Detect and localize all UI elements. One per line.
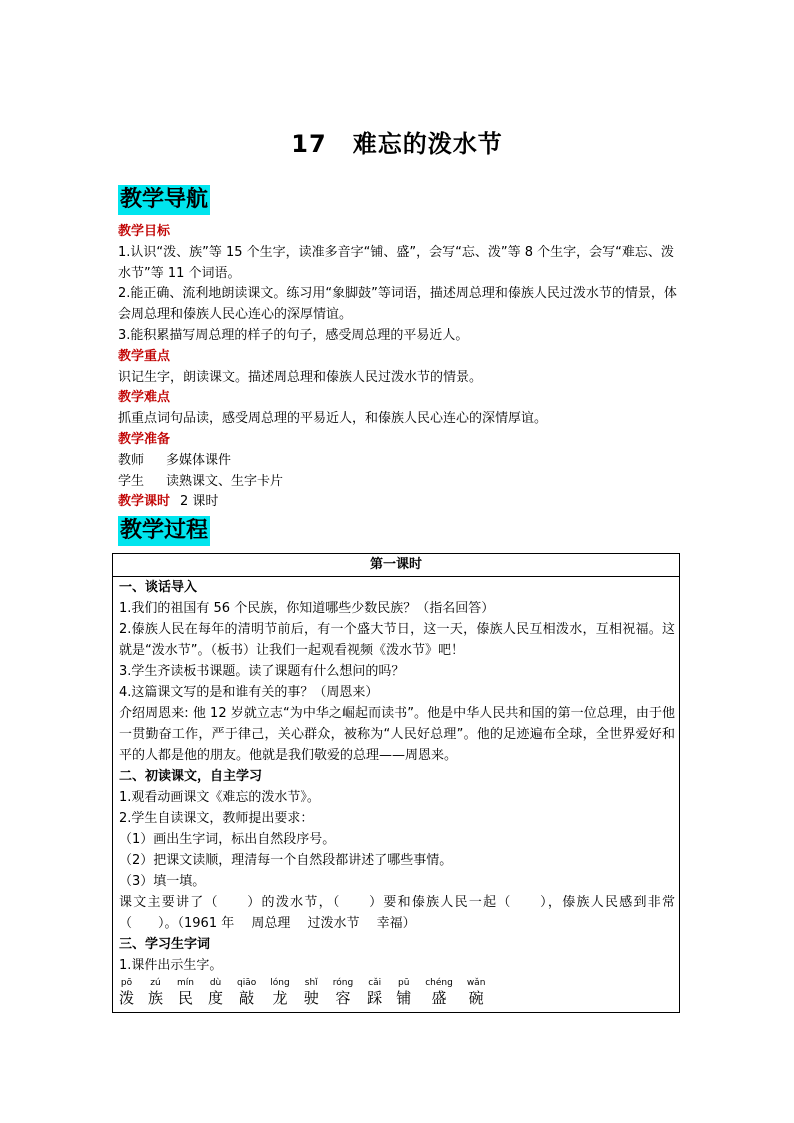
prep-student-value: 读熟课文、生字卡片 [166, 473, 284, 489]
pinyin: wǎn [466, 978, 486, 988]
character-list [119, 978, 675, 1007]
lesson-title: 难忘的泼水节 [352, 130, 503, 158]
section-banner-navigation: 教学导航 [118, 185, 210, 215]
character-card [148, 978, 163, 1007]
step-paragraph: （3）填一填。 [119, 874, 206, 889]
difficulty-heading: 教学难点 [118, 390, 171, 406]
character-card [333, 978, 353, 1007]
character-card [237, 978, 256, 1007]
character-card [119, 978, 134, 1007]
prep-student [118, 472, 678, 493]
hours-heading: 教学课时 [118, 494, 171, 510]
hanzi: 民 [178, 989, 194, 1007]
character-card [304, 978, 319, 1007]
hanzi: 容 [335, 989, 351, 1007]
hanzi: 盛 [431, 989, 447, 1007]
hanzi: 铺 [396, 989, 412, 1007]
step-paragraph: 介绍周恩来: 他 12 岁就立志“为中华之崛起而读书”。他是中华人民共和国的第一位总理，由于他一贯勤奋工作，严于律己，关心群众，被称为“人民好总理”。他的足迹遍布全球，全世界爱好和平的人都是他的朋友。他就是我们敬爱的总理——周恩来。 [119, 706, 675, 763]
prep-teacher-value: 多媒体课件 [166, 452, 232, 468]
pinyin: pū [397, 978, 410, 988]
character-card [177, 978, 194, 1007]
section-banner-process: 教学过程 [118, 516, 210, 546]
prep-teacher-key: 教师 [118, 452, 145, 468]
hanzi: 驶 [303, 989, 319, 1007]
step-heading: 三、学习生字词 [119, 937, 211, 952]
goals-heading: 教学目标 [118, 224, 171, 239]
prep-student-key: 学生 [118, 473, 145, 489]
lesson-caption: 第一课时 [113, 554, 679, 577]
lesson-content [113, 577, 679, 1007]
lesson-table [112, 553, 680, 1013]
pinyin: zú [150, 978, 161, 988]
step-paragraph: 3.学生齐读板书课题。读了课题有什么想问的吗？ [119, 664, 405, 679]
step-paragraph: 1.观看动画课文《难忘的泼水节》。 [119, 790, 320, 805]
character-card [425, 978, 453, 1007]
fill-in-blank: 课文主要讲了（ ）的泼水节，（ ）要和傣族人民一起（ ），傣族人民感到非常（ ）。（1961 年 周总理 过泼水节 幸福） [119, 895, 675, 931]
step-paragraph: 1.我们的祖国有 56 个民族，你知道哪些少数民族？（指名回答） [119, 601, 495, 616]
page-title [0, 124, 794, 159]
pinyin: dù [209, 978, 222, 988]
hanzi: 敲 [239, 989, 255, 1007]
difficulty-text: 抓重点词句品读，感受周总理的平易近人，和傣族人民心连心的深情厚谊。 [118, 411, 548, 427]
character-card [208, 978, 223, 1007]
step-heading: 一、谈话导入 [119, 580, 198, 595]
hanzi: 碗 [468, 989, 484, 1007]
step-heading: 二、初读课文，自主学习 [119, 769, 263, 784]
navigation-section [118, 222, 678, 513]
goal-item: 1.认识“泼、族”等 15 个生字，读准多音字“铺、盛”，会写“忘、泼”等 8 个生字，会写“难忘、泼水节”等 11 个词语。 [118, 244, 674, 281]
pinyin: cǎi [368, 978, 382, 988]
lesson-number: 17 [291, 130, 327, 158]
prep-heading: 教学准备 [118, 431, 171, 447]
goal-item: 2.能正确、流利地朗读课文。练习用“象脚鼓”等词语，描述周总理和傣族人民过泼水节的情景，体会周总理和傣族人民心连心的深厚情谊。 [118, 286, 677, 323]
hanzi: 族 [148, 989, 164, 1007]
pinyin: lóng [270, 978, 290, 988]
pinyin: róng [332, 978, 354, 988]
focus-heading: 教学重点 [118, 348, 171, 364]
pinyin: qiāo [237, 978, 257, 988]
hanzi: 踩 [367, 989, 383, 1007]
hours-value: 2 课时 [180, 494, 219, 510]
step-paragraph: 4.这篇课文写的是和谁有关的事？（周恩来） [119, 685, 379, 700]
prep-teacher [118, 451, 678, 472]
step-paragraph: 2.学生自读课文，教师提出要求： [119, 811, 314, 826]
pinyin: shǐ [304, 978, 318, 988]
step-paragraph: （2）把课文读顺，理清每一个自然段都讲述了哪些事情。 [119, 853, 453, 868]
hours-row [118, 492, 678, 513]
hanzi: 泼 [119, 989, 135, 1007]
step-paragraph: 1.课件出示生字。 [119, 958, 223, 973]
step-paragraph: 2.傣族人民在每年的清明节前后，有一个盛大节日，这一天，傣族人民互相泼水，互相祝福。这就是“泼水节”。（板书）让我们一起观看视频《泼水节》吧！ [119, 622, 675, 658]
goal-item: 3.能积累描写周总理的样子的句子，感受周总理的平易近人。 [118, 327, 469, 343]
character-card [396, 978, 411, 1007]
pinyin: chéng [425, 978, 453, 988]
focus-text: 识记生字，朗读课文。描述周总理和傣族人民过泼水节的情景。 [118, 369, 483, 385]
character-card [270, 978, 289, 1007]
character-card [367, 978, 382, 1007]
step-paragraph: （1）画出生字词，标出自然段序号。 [119, 832, 336, 847]
pinyin: pō [120, 978, 133, 988]
pinyin: mín [177, 978, 195, 988]
hanzi: 度 [208, 989, 224, 1007]
character-card [467, 978, 486, 1007]
hanzi: 龙 [272, 989, 288, 1007]
